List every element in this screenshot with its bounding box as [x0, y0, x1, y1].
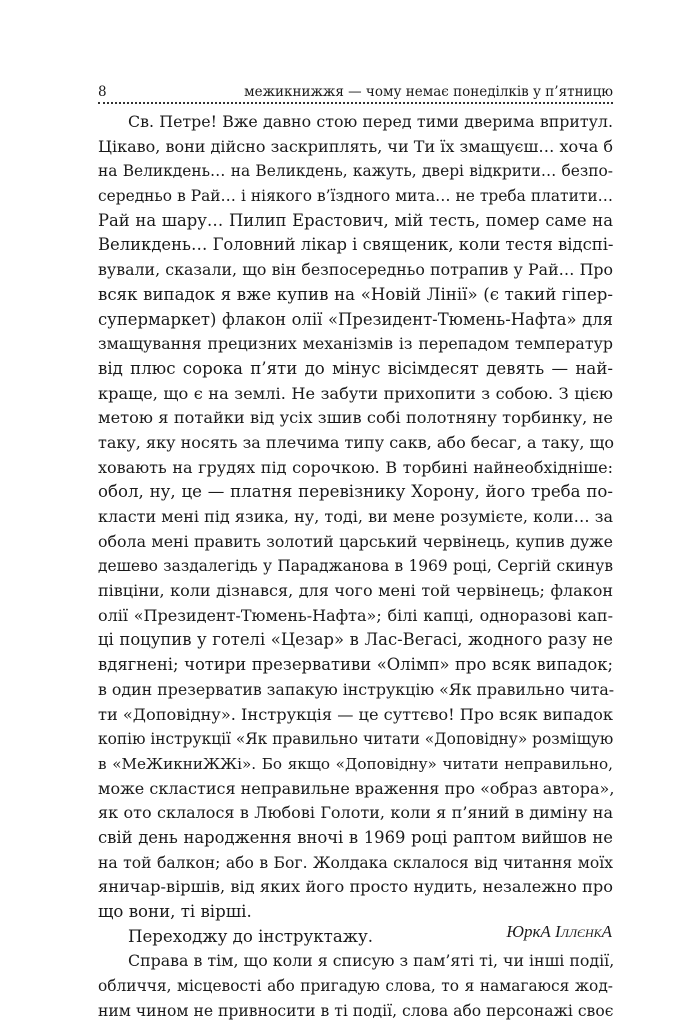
page-number: 8	[98, 84, 107, 100]
text-line: змащування прецизних механізмів із перепадом температур	[98, 334, 613, 354]
author-footer	[506, 922, 612, 942]
text-line: копію інструкції «Як правильно читати «Доповідну» розміщую	[98, 730, 614, 749]
text-line: яничар-віршів, від яких його просто нудить, незалежно про	[98, 877, 613, 897]
text-line: як ото склалося в Любові Голоти, коли я п’яний в диміну на	[98, 803, 613, 823]
text-line: півціни, коли дізнався, для чого мені той червінець; флакон	[98, 581, 613, 601]
text-line: обола мені править золотий царський червінець, купив дуже	[98, 531, 613, 551]
text-line: ти «Доповідну». Інструкція — це суттєво! Про всяк випадок	[98, 704, 613, 724]
text-line: дешево заздалегідь у Параджанова в 1969 році, Сергій скинув	[98, 557, 613, 576]
text-line: олії «Президент-Тюмень-Нафта»; білі капці, одноразові кап-	[98, 605, 613, 625]
text-line: обол, ну, це — платня перевізнику Хорону, його треба по-	[98, 482, 613, 502]
text-line: Великдень… Головний лікар і священик, коли тестя відспі-	[98, 235, 614, 255]
text-line: ховають на грудях під сорочкою. В торбині найнеобхідніше:	[98, 457, 613, 477]
author-first-name: ЮркА	[506, 922, 551, 941]
text-line: Справа в тім, що коли я списую з пам’яті ті, чи інші події,	[128, 951, 615, 971]
author-last-name: ІллєнкА	[555, 922, 612, 941]
text-line: краще, що є на землі. Не забути прихопити з собою. З цією	[98, 383, 613, 403]
text-line: на той балкон; або в Бог. Жолдака склалося від читання моїх	[98, 853, 613, 872]
text-line: обличчя, місцевості або пригадую слова, то я намагаюся жод-	[98, 977, 613, 996]
text-line: таку, яку носять за плечима типу сакв, або бесаг, а таку, що	[98, 432, 615, 452]
dotted-divider	[98, 102, 613, 104]
text-line: метою я потайки від усіх зшив собі полотняну торбинку, не	[98, 408, 613, 428]
text-line: від плюс сорока п’яти до мінус вісімдесят девять — най-	[98, 358, 613, 378]
text-line: всяк випадок я вже купив на «Новій Лінії» (є такий гіпер-	[98, 284, 613, 304]
text-line: на Великдень… на Великдень, кажуть, двері відкрити… безпо-	[98, 162, 613, 181]
running-title: межикнижжя — чому немає понеділків у п’ятницю	[244, 84, 613, 100]
text-line: супермаркет) флакон олії «Президент-Тюмень-Нафта» для	[98, 309, 613, 329]
text-line: в «МеЖикниЖЖі». Бо якщо «Доповідну» читати неправильно,	[98, 754, 613, 773]
body-text	[98, 110, 613, 1023]
text-line: в один презерватив запакую інструкцію «Як правильно чита-	[98, 679, 615, 699]
text-line: Цікаво, вони дійсно заскриплять, чи Ти їх змащуєш… хоча б	[98, 136, 613, 156]
text-line: Рай на шару… Пилип Ерастович, мій тесть, помер саме на	[98, 210, 613, 230]
text-line: свій день народження вночі в 1969 році раптом вийшов не	[98, 827, 613, 847]
text-line: може скластися неправильне враження про «образ автора»,	[98, 778, 615, 798]
text-line: середньо в Рай… і ніякого в’їздного мита… не треба платити…	[98, 187, 613, 206]
text-line: Переходжу до інструктажу.	[128, 926, 374, 946]
text-line: вували, сказали, що він безпосередньо потрапив у Рай… Про	[98, 260, 613, 280]
text-line: ним чином не привносити в ті події, слова або персонажі своє	[98, 1001, 614, 1020]
text-line: класти мені під язика, ну, тоді, ви мене розумієте, коли… за	[98, 507, 613, 526]
text-line: Св. Петре! Вже давно стою перед тими дверима впритул.	[128, 112, 613, 131]
text-line: вдягнені; чотири презервативи «Олімп» про всяк випадок;	[98, 655, 613, 675]
text-line: що вони, ті вірші.	[98, 902, 252, 921]
running-header	[98, 84, 613, 102]
text-line: ці поцупив у готелі «Цезар» в Лас-Вегасі, жодного разу не	[98, 630, 613, 650]
